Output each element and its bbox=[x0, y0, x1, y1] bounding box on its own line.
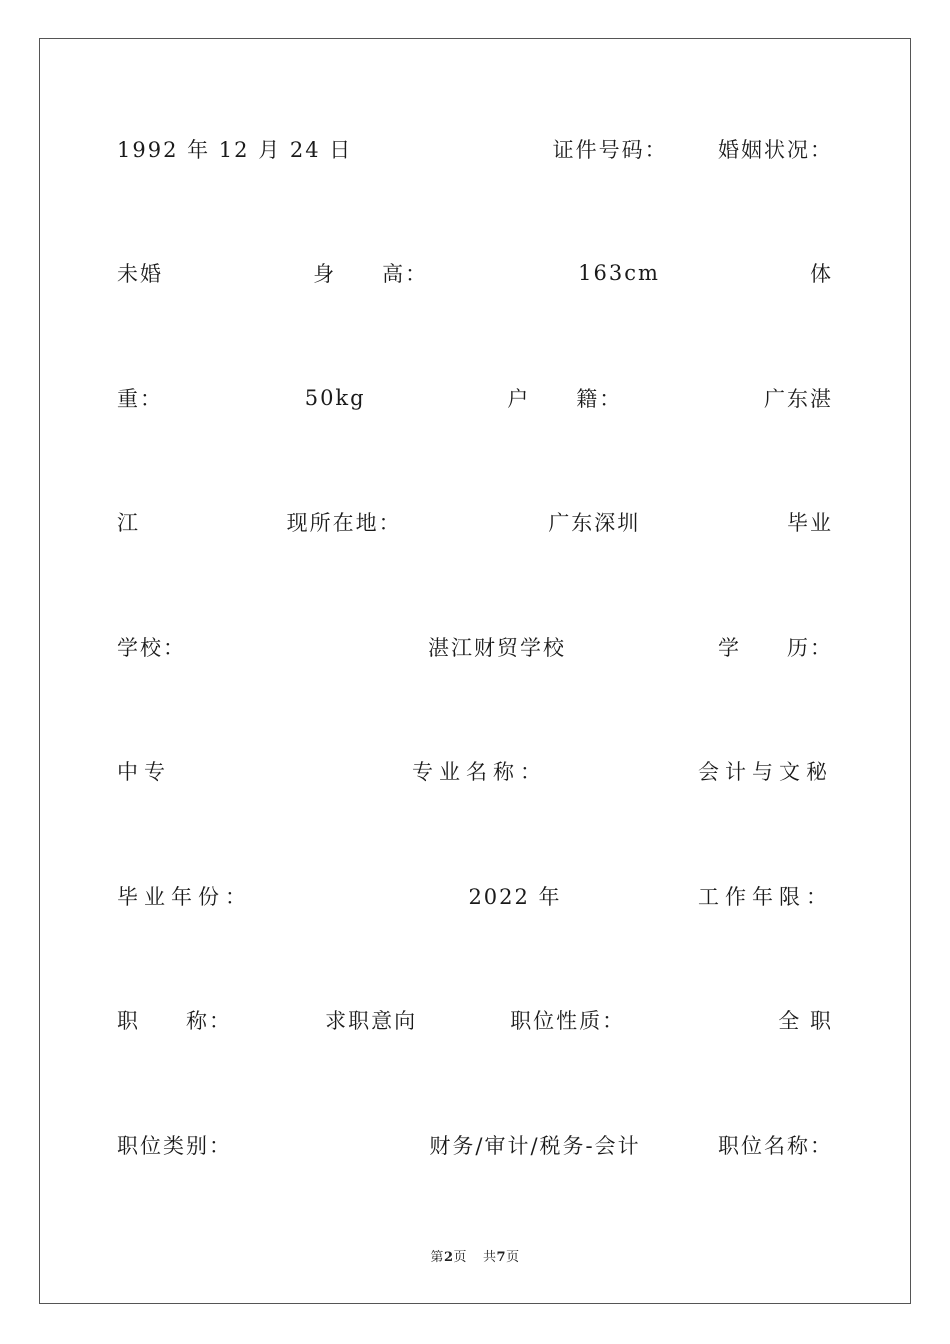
position-category-label: 职位类别： bbox=[117, 1134, 232, 1158]
weight-value: 50kg bbox=[304, 386, 366, 410]
form-row-location bbox=[117, 502, 833, 542]
total-suffix: 页 bbox=[506, 1250, 520, 1265]
page-footer bbox=[0, 1246, 950, 1265]
page-border bbox=[39, 38, 911, 1304]
id-number-label: 证件号码： bbox=[552, 138, 668, 162]
form-row-position bbox=[117, 1125, 833, 1165]
height-label: 身 高： bbox=[313, 262, 429, 286]
school-label-part1: 毕业 bbox=[786, 511, 833, 535]
form-row-birthdate bbox=[117, 129, 833, 169]
form-row-graduation bbox=[117, 876, 833, 916]
marital-status-label: 婚姻状况： bbox=[717, 138, 833, 162]
position-name-label: 职位名称： bbox=[718, 1134, 833, 1158]
school-label-part2: 学校： bbox=[117, 636, 186, 660]
current-location-label: 现所在地： bbox=[286, 511, 402, 535]
hometown-value-part1: 广东湛 bbox=[764, 387, 833, 411]
education-value: 中专 bbox=[117, 760, 171, 784]
form-row-title bbox=[117, 1000, 833, 1040]
form-row-height bbox=[117, 253, 833, 293]
position-category-value: 财务/审计/税务-会计 bbox=[429, 1134, 641, 1158]
major-value: 会计与文秘 bbox=[698, 760, 833, 784]
form-row-major bbox=[117, 751, 833, 791]
marital-status-value: 未婚 bbox=[117, 262, 163, 286]
birthdate-value: 1992 年 12 月 24 日 bbox=[117, 138, 353, 162]
form-row-weight bbox=[117, 378, 833, 418]
hometown-value-part2: 江 bbox=[117, 511, 140, 535]
total-prefix: 共 bbox=[483, 1250, 497, 1265]
page-prefix: 第 bbox=[430, 1250, 444, 1265]
graduation-year-value: 2022 年 bbox=[468, 885, 562, 909]
hometown-label: 户 籍： bbox=[507, 387, 623, 411]
school-value: 湛江财贸学校 bbox=[428, 636, 566, 660]
total-pages: 7 bbox=[496, 1250, 507, 1265]
graduation-year-label: 毕业年份： bbox=[117, 885, 252, 909]
major-label: 专业名称： bbox=[412, 760, 547, 784]
position-nature-value: 全 职 bbox=[778, 1009, 833, 1033]
position-nature-label: 职位性质： bbox=[510, 1009, 626, 1033]
weight-label-part2: 重： bbox=[117, 387, 163, 411]
education-label: 学 历： bbox=[718, 636, 833, 660]
page-number: 2 bbox=[443, 1250, 454, 1265]
job-title-label: 职 称： bbox=[117, 1009, 232, 1033]
weight-label-part1: 体 bbox=[810, 262, 833, 286]
page-suffix: 页 bbox=[453, 1250, 467, 1265]
current-location-value: 广东深圳 bbox=[548, 511, 641, 535]
work-years-label: 工作年限： bbox=[698, 885, 833, 909]
job-intention-heading: 求职意向 bbox=[325, 1009, 418, 1033]
height-value: 163cm bbox=[578, 261, 660, 285]
form-row-school bbox=[117, 627, 833, 667]
